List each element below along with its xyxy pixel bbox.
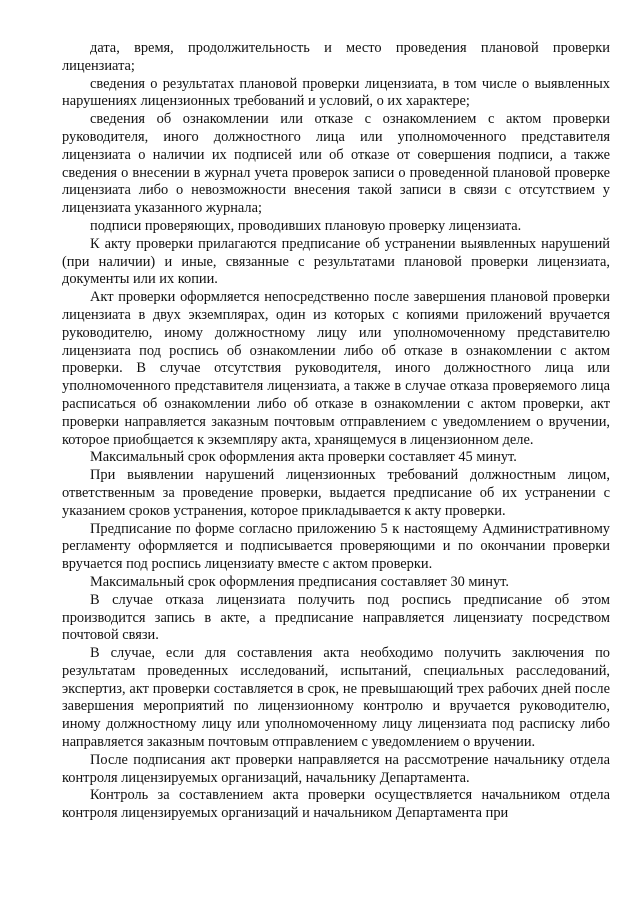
paragraph-10: Максимальный срок оформления предписания составляет 30 минут. <box>90 573 509 590</box>
paragraph-9: Предписание по форме согласно приложению 5 к настоящему Административному регламенту оформляется и подписывается проверяющими и по окончании проверки вручается под роспись лицензиату вместе с актом проверки. <box>62 520 610 573</box>
paragraph-8: При выявлении нарушений лицензионных требований должностным лицом, ответственным за проведение проверки, выдается предписание об их устранении с указанием сроков устранения, которое прикладывается к акту проверки. <box>62 467 610 519</box>
paragraph-7: Максимальный срок оформления акта проверки составляет 45 минут. <box>90 449 517 466</box>
paragraph-13: После подписания акт проверки направляется на рассмотрение начальнику отдела контроля лицензируемых организаций, начальнику Департамента. <box>62 751 610 786</box>
paragraph-5: К акту проверки прилагаются предписание об устранении выявленных нарушений (при наличии) и иные, связанные с результатами плановой проверки лицензиата, документы или их копии. <box>62 235 610 288</box>
paragraph-2: сведения о результатах плановой проверки лицензиата, в том числе о выявленных нарушениях лицензионных требований и условий, о их характере; <box>62 75 610 110</box>
paragraph-1: дата, время, продолжительность и место проведения плановой проверки лицензиата; <box>62 40 610 74</box>
document-page <box>62 40 610 823</box>
paragraph-4: подписи проверяющих, проводивших плановую проверку лицензиата. <box>90 217 522 234</box>
paragraph-6: Акт проверки оформляется непосредственно после завершения плановой проверки лицензиата в двух экземплярах, один из которых с копиями приложений вручается руководителю, иному должностному лицу или уполномоченному представителю лицензиата под роспись об ознакомлении либо об отказе в ознакомлении с актом проверки. В случае отсутствия руководителя, иного должностного лица или уполномоченного представителя лицензиата, а также в случае отказа проверяемого лица расписаться об ознакомлении либо об отказе в ознакомлении с актом проверки, акт проверки направляется заказным почтовым отправлением с уведомлением о вручении, которое приобщается к экземпляру акта, хранящемуся в лицензионном деле. <box>62 289 610 448</box>
paragraph-3: сведения об ознакомлении или отказе с ознакомлением с актом проверки руководителя, иного должностного лица или уполномоченного представителя лицензиата о наличии их подписей или об отказе от совершения подписи, а также сведения о внесении в журнал учета проверок записи о проведенной плановой проверке лицензиата либо о невозможности внесения такой записи в связи с отсутствием у лицензиата указанного журнала; <box>62 111 610 217</box>
paragraph-12: В случае, если для составления акта необходимо получить заключения по результатам проведенных исследований, испытаний, специальных расследований, экспертиз, акт проверки составляется в срок, не превышающий трех рабочих дней после завершения мероприятий по лицензионному контролю и вручается руководителю, иному должностному лицу или уполномоченному лицу лицензиата под расписку либо направляется заказным почтовым отправлением с уведомлением о вручении. <box>62 645 610 751</box>
paragraph-14: Контроль за составлением акта проверки осуществляется начальником отдела контроля лицензируемых организаций и начальником Департамента при <box>62 787 610 822</box>
paragraph-11: В случае отказа лицензиата получить под роспись предписание об этом производится запись в акте, а предписание направляется лицензиату посредством почтовой связи. <box>62 591 610 644</box>
